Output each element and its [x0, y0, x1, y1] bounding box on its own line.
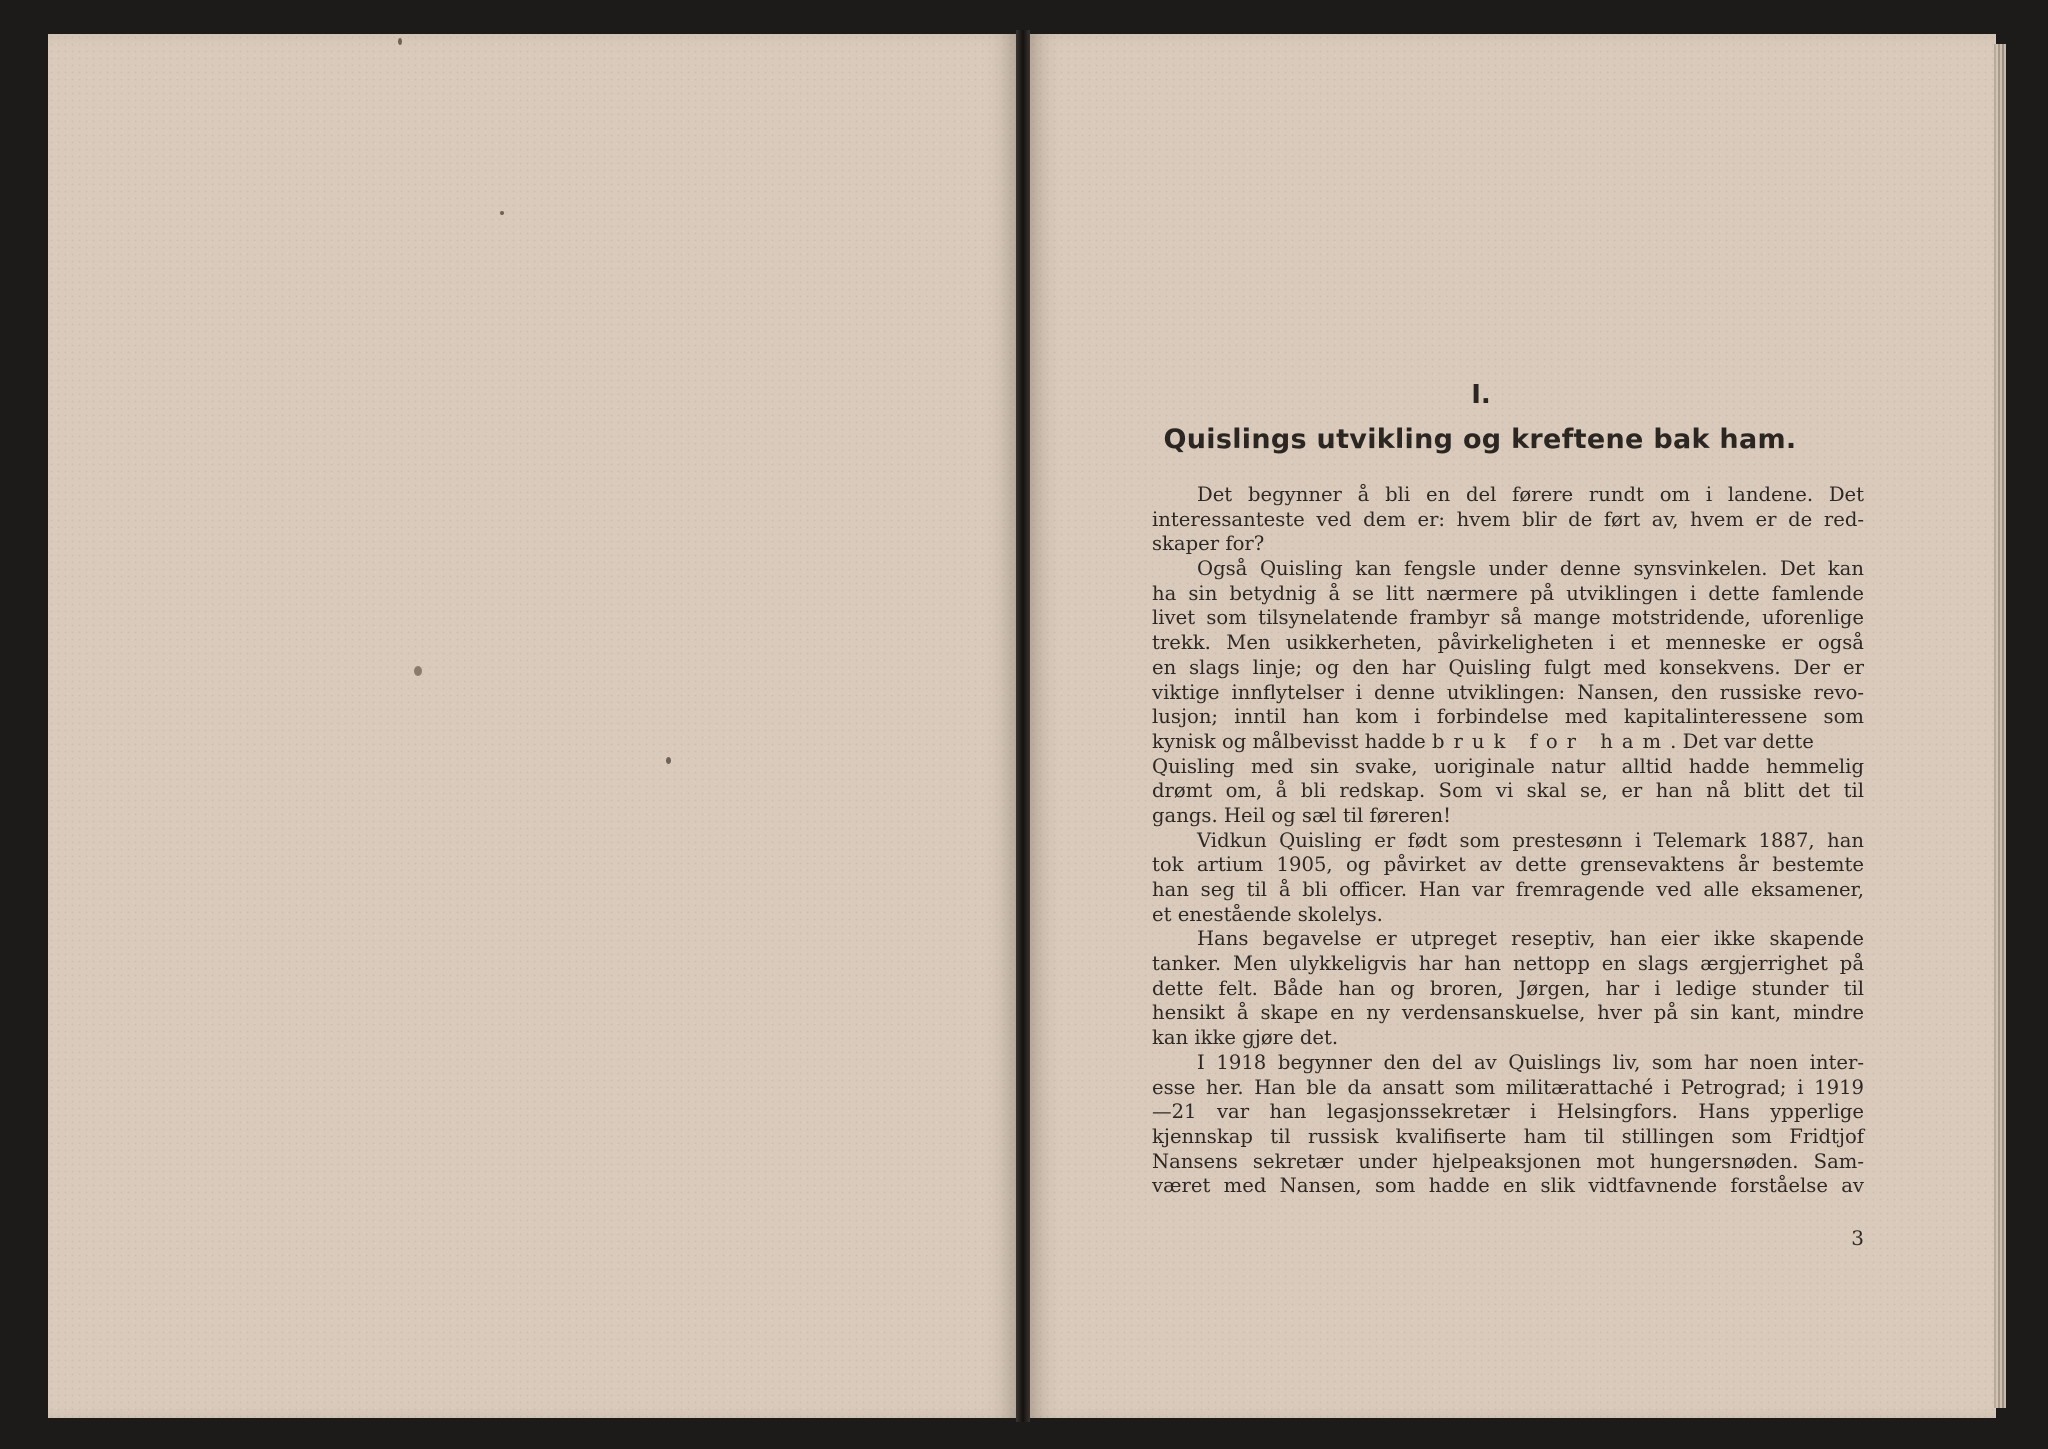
book-gutter [1016, 30, 1030, 1422]
text-line: livet som tilsynelatende frambyr så mange motstridende, uforenlige [1152, 606, 1864, 630]
text-line: hensikt å skape en ny verdensanskuelse, hver på sin kant, mindre [1152, 1001, 1864, 1025]
text-line: dette felt. Både han og broren, Jørgen, har i ledige stunder til [1152, 976, 1864, 1000]
text-line: trekk. Men usikkerheten, påvirkeligheten i et menneske er også [1152, 631, 1864, 655]
text-fragment: kynisk og målbevisst hadde [1152, 729, 1426, 753]
paper-speck [500, 211, 504, 215]
text-fragment: . Det var dette [1670, 729, 1814, 753]
text-line: lusjon; inntil han kom i forbindelse med kapitalinteressene som [1152, 705, 1864, 729]
chapter-number: I. [1471, 380, 1491, 410]
text-line: en slags linje; og den har Quisling fulgt med konsekvens. Der er [1152, 655, 1864, 679]
text-line: Quisling med sin svake, uoriginale natur alltid hadde hemmelig [1152, 754, 1864, 778]
text-line: tanker. Men ulykkeligvis har han nettopp en slags ærgjerrighet på [1152, 952, 1864, 976]
body-text [1152, 483, 1864, 1199]
text-line: Det begynner å bli en del førere rundt om i landene. Det [1197, 483, 1864, 506]
text-line: kjennskap til russisk kvalifiserte ham til stillingen som Fridtjof [1152, 1124, 1864, 1148]
text-line: drømt om, å bli redskap. Som vi skal se, er han nå blitt det til [1152, 779, 1864, 803]
text-line: Også Quisling kan fengsle under denne synsvinkelen. Det kan [1197, 557, 1864, 581]
text-line: Vidkun Quisling er født som prestesønn i Telemark 1887, han [1197, 828, 1864, 852]
text-line: tok artium 1905, og påvirket av dette grensevaktens år bestemte [1152, 853, 1864, 877]
paper-speck [666, 757, 671, 764]
left-page-blank [48, 34, 1016, 1418]
text-line: I 1918 begynner den del av Quislings liv, som har noen inter- [1197, 1050, 1864, 1074]
text-line: været med Nansen, som hadde en slik vidtfavnende forståelse av [1152, 1174, 1864, 1198]
text-line: et enestående skolelys. [1152, 902, 1383, 926]
text-line: skaper for? [1152, 532, 1265, 556]
text-line: han seg til å bli officer. Han var fremragende ved alle eksamener, [1152, 878, 1864, 901]
text-line-mixed [1152, 730, 1864, 755]
text-line: esse her. Han ble da ansatt som militærattaché i Petrograd; i 1919 [1152, 1075, 1864, 1099]
text-line: Hans begavelse er utpreget reseptiv, han eier ikke skapende [1197, 927, 1864, 951]
text-line: gangs. Heil og sæl til føreren! [1152, 803, 1451, 827]
text-line: —21 var han legasjonssekretær i Helsingfors. Hans ypperlige [1152, 1100, 1864, 1124]
chapter-title: Quislings utvikling og kreftene bak ham. [1163, 424, 1797, 455]
page-edges [1994, 44, 2006, 1408]
page-number: 3 [1851, 1226, 1864, 1250]
text-line: ha sin betydnig å se litt nærmere på utviklingen i dette famlende [1152, 581, 1864, 605]
emphasized-text: bruk for ham [1431, 729, 1671, 753]
text-line: Nansens sekretær under hjelpeaksjonen mot hungersnøden. Sam- [1152, 1149, 1864, 1173]
text-line: viktige innflytelser i denne utviklingen: Nansen, den russiske revo- [1152, 680, 1864, 704]
text-line: interessanteste ved dem er: hvem blir de ført av, hvem er de red- [1152, 507, 1864, 531]
text-line: kan ikke gjøre det. [1152, 1026, 1339, 1050]
paper-speck [398, 38, 402, 45]
paper-speck [414, 666, 422, 676]
